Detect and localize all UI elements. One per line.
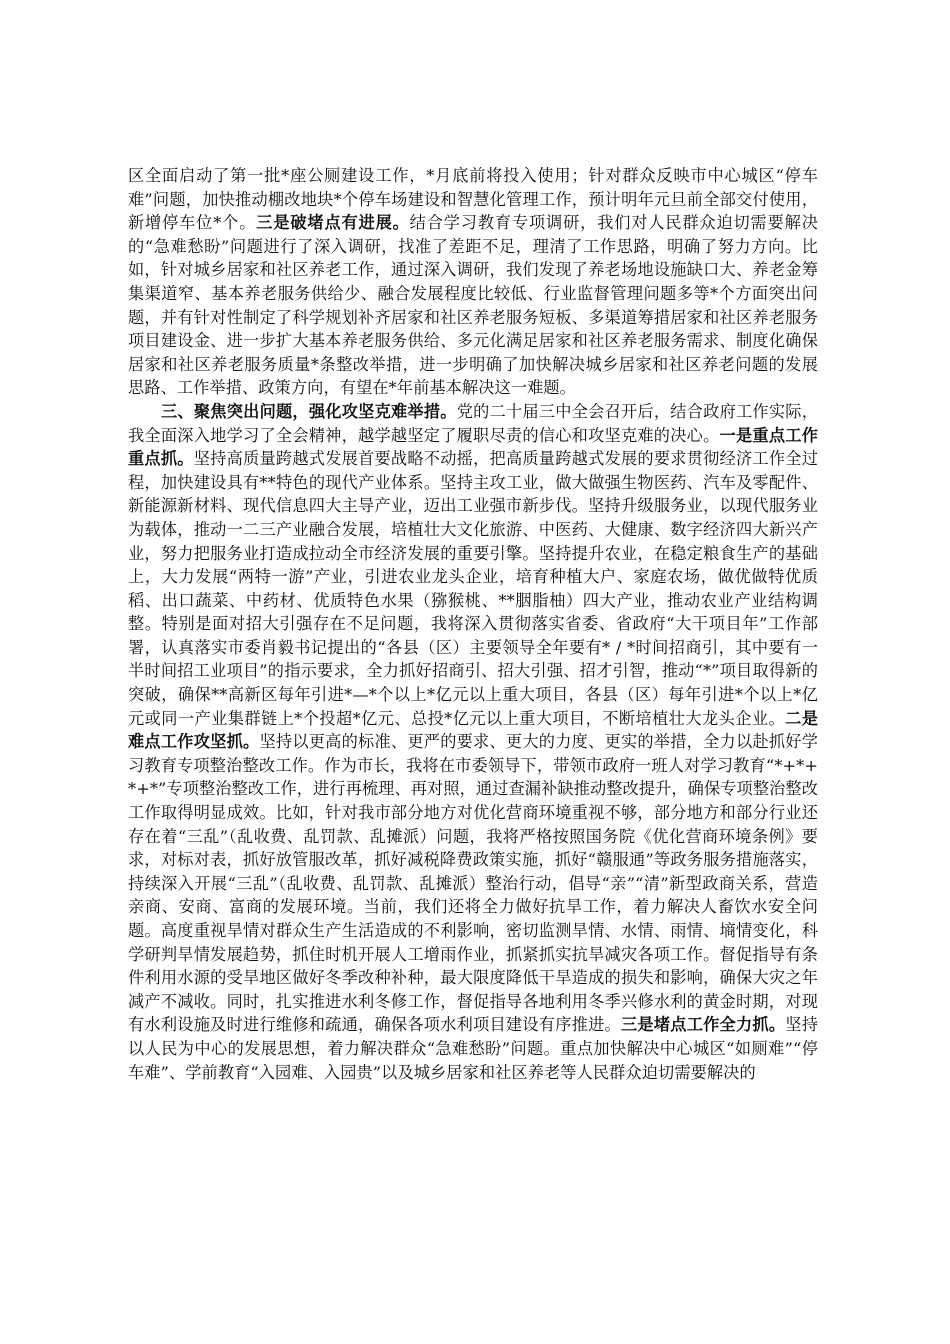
paragraph-1-text-1: 区全面启动了第一批*座公厕建设工作，*月底前将投入使用；针对群众反映市中心城区“停车难”问题，加快推动棚改地块*个停车场建设和智慧化管理工作，预计明年元旦前全部交付使用，新增停车位*个。 (128, 166, 818, 233)
paragraph-2 (128, 400, 818, 1084)
point-two-heading: 二是难点工作攻坚抓。 (128, 708, 818, 752)
paragraph-1 (128, 164, 818, 400)
document-page (128, 164, 818, 1084)
paragraph-2-text-2: 坚持高质量跨越式发展首要战略不动摇，把高质量跨越式发展的要求贯彻经济工作全过程，加快建设具有**特色的现代产业体系。坚持主攻工业，做大做强生物医药、汽车及零配件、新能源新材料、现代信息四大主导产业，迈出工业强市新步伐。坚持升级服务业，以现代服务业为载体，推动一二三产业融合发展，培植壮大文化旅游、中医药、大健康、数字经济四大新兴产业，努力把服务业打造成拉动全市经济发展的重要引擎。坚持提升农业，在稳定粮食生产的基础上，大力发展“两特一游”产业，引进农业龙头企业，培育种植大户、家庭农场，做优做特优质稻、出口蔬菜、中药材、优质特色水果（猕猴桃、**胭脂柚）四大产业，推动农业产业结构调整。特别是面对招大引强存在不足问题，我将深入贯彻落实省委、省政府“大干项目年”工作部署，认真落实市委肖毅书记提出的“各县（区）主要领导全年要有* / *时间招商引，其中要有一半时间招工业项目”的指示要求，全力抓好招商引、招大引强、招才引智，推动“*”项目取得新的突破，确保**高新区每年引进*—*个以上*亿元以上重大项目，各县（区）每年引进*个以上*亿元或同一产业集群链上*个投超*亿元、总投*亿元以上重大项目，不断培植壮大龙头企业。 (128, 449, 819, 728)
point-three-heading: 三是堵点工作全力抓。 (620, 1015, 786, 1035)
paragraph-2-text-3: 坚持以更高的标准、更严的要求、更大的力度、更实的举措，全力以赴抓好学习教育专项整治整改工作。作为市长，我将在市委领导下，带领市政府一班人对学习教育“*+*+*+*”专项整治整改工作，进行再梳理、再对照，通过查漏补缺推动整改提升，确保专项整治整改工作取得明显成效。比如，针对我市部分地方对优化营商环境重视不够，部分地方和部分行业还存在着“三乱”（乱收费、乱罚款、乱摊派）问题，我将严格按照国务院《优化营商环境条例》要求，对标对表，抓好放管服改革，抓好减税降费政策实施，抓好“赣服通”等政务服务措施落实，持续深入开展“三乱”（乱收费、乱罚款、乱摊派）整治行动，倡导“亲”“清”新型政商关系，营造亲商、安商、富商的发展环境。当前，我们还将全力做好抗旱工作，着力解决人畜饮水安全问题。高度重视旱情对群众生产生活造成的不利影响，密切监测旱情、水情、雨情、墒情变化，科学研判旱情发展趋势，抓住时机开展人工增雨作业，抓紧抓实抗旱减灾各项工作。督促指导有条件利用水源的受旱地区做好冬季改种补种，最大限度降低干旱造成的损失和影响，确保大灾之年减产不减收。同时，扎实推进水利冬修工作，督促指导各地利用冬季兴修水利的黄金时期，对现有水利设施及时进行维修和疏通，确保各项水利项目建设有序推进。 (128, 732, 818, 1035)
paragraph-1-text-2: 结合学习教育专项调研，我们对人民群众迫切需要解决的“急难愁盼”问题进行了深入调研，找准了差距不足，理清了工作思路，明确了努力方向。比如，针对城乡居家和社区养老工作，通过深入调研，我们发现了养老场地设施缺口大、养老金筹集渠道窄、基本养老服务供给少、融合发展程度比较低、行业监督管理问题多等*个方面突出问题，并有针对性制定了科学规划补齐居家和社区养老服务短板、多渠道筹措居家和社区养老服务项目建设金、进一步扩大基本养老服务供给、多元化满足居家和社区养老服务需求、制度化确保居家和社区养老服务质量*条整改举措，进一步明确了加快解决城乡居家和社区养老问题的发展思路、工作举措、政策方向，有望在*年前基本解决这一难题。 (128, 213, 818, 398)
paragraph-1-bold-heading: 三是破堵点有进展。 (256, 213, 410, 233)
point-one-heading: 一是重点工作重点抓。 (128, 425, 818, 469)
section-heading: 三、聚焦突出问题，强化攻坚克难举措。 (161, 401, 457, 421)
paragraph-2-text-4: 坚持以人民为中心的发展思想，着力解决群众“急难愁盼”问题。重点加快解决中心城区“如厕难”“停车难”、学前教育“入园难、入园贵”以及城乡居家和社区养老等人民群众迫切需要解决的 (128, 1015, 819, 1082)
paragraph-2-text-1: 党的二十届三中全会召开后，结合政府工作实际，我全面深入地学习了全会精神，越学越坚定了履职尽责的信心和攻坚克难的决心。 (128, 401, 818, 445)
